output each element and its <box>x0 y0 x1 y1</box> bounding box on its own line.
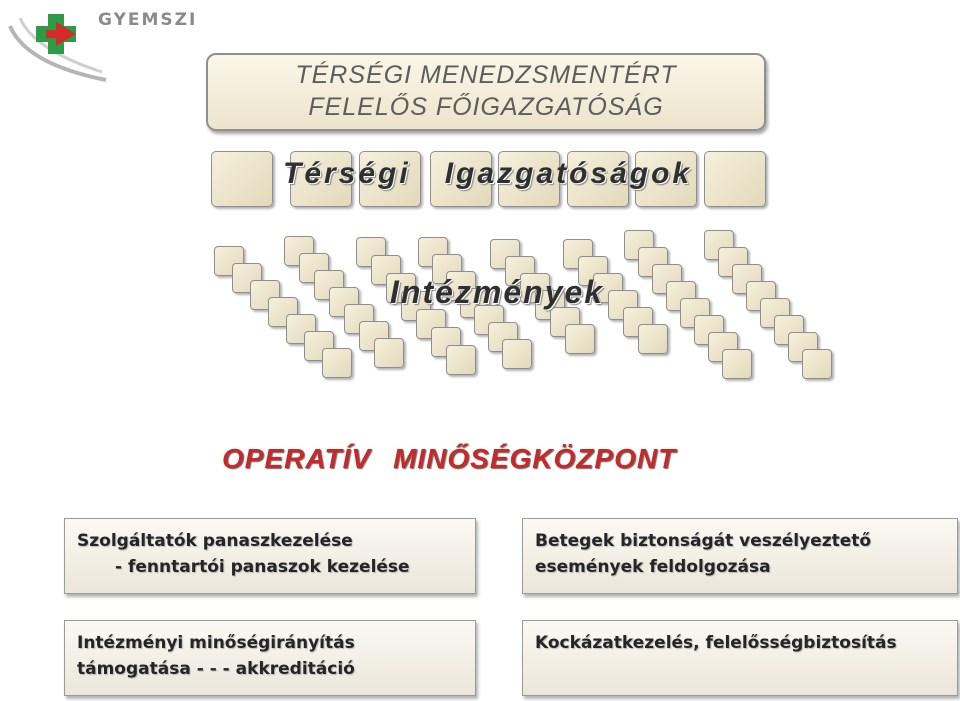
regional-tile <box>704 151 766 207</box>
service-line: Intézményi minőségirányítás <box>77 633 355 653</box>
operative-title-word-1: OPERATÍV <box>222 443 372 474</box>
operative-centre-title <box>222 443 676 475</box>
institution-tile <box>565 324 595 354</box>
logo-text: GYEMSZI <box>98 10 198 30</box>
regional-directorates-label: Térségi Igazgatóságok <box>283 157 693 190</box>
institution-tile <box>374 338 404 368</box>
institution-tile <box>638 324 668 354</box>
service-line: Kockázatkezelés, felelősségbiztosítás <box>535 633 897 653</box>
institution-tile <box>802 349 832 379</box>
top-box-line-1: TÉRSÉGI MENEDZSMENTÉRT <box>295 61 677 89</box>
institution-tile <box>322 348 352 378</box>
service-box-complaints <box>64 518 476 594</box>
regional-tile <box>211 151 273 207</box>
institution-tile <box>502 339 532 369</box>
top-management-box <box>206 53 766 131</box>
service-line: - fenntartói panaszok kezelése <box>115 557 410 577</box>
service-line: Betegek biztonságát veszélyeztető <box>535 531 872 551</box>
logo <box>6 4 206 82</box>
institution-tile <box>722 349 752 379</box>
service-box-risk-management <box>522 620 958 696</box>
service-line: támogatása - - - akkreditáció <box>77 659 355 679</box>
service-line: Szolgáltatók panaszkezelése <box>77 531 353 551</box>
service-box-quality-management <box>64 620 476 696</box>
service-line: események feldolgozása <box>535 557 771 577</box>
service-box-patient-safety <box>522 518 958 594</box>
operative-title-word-2: MINŐSÉGKÖZPONT <box>393 443 677 474</box>
top-box-line-2: FELELŐS FŐIGAZGATÓSÁG <box>308 93 664 121</box>
institutions-label: Intézmények <box>390 274 605 310</box>
institution-tile <box>446 345 476 375</box>
